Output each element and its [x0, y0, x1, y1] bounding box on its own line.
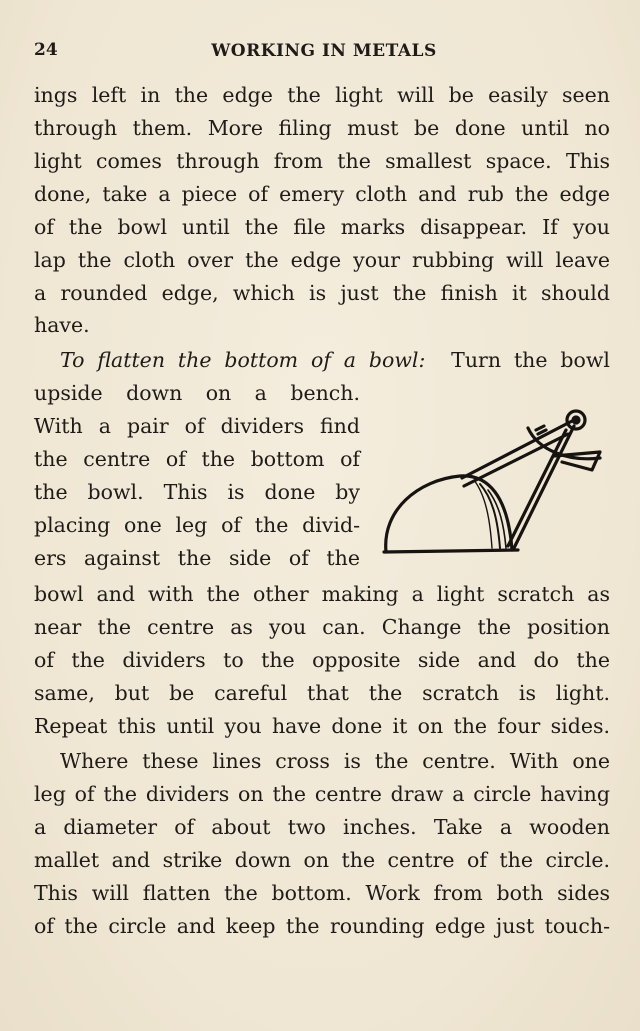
text-line: light comes through from the smallest space. This: [34, 149, 610, 173]
text-line: have.: [34, 313, 90, 337]
text-line: a diameter of about two inches. Take a wooden: [34, 815, 610, 839]
bowl-with-dividers-icon: [378, 400, 604, 564]
text-line: the bowl. This is done by: [34, 480, 360, 504]
text-line: of the circle and keep the rounding edge just touch-: [34, 914, 610, 938]
text-line: upside down on a bench.: [34, 381, 360, 405]
text-line: same, but be careful that the scratch is light.: [34, 681, 610, 705]
text-line: through them. More filing must be done until no: [34, 116, 610, 140]
text-line: Where these lines cross is the centre. With one: [60, 749, 610, 773]
bowl-shape: [386, 476, 512, 552]
text-line: bowl and with the other making a light scratch as: [34, 582, 610, 606]
text-line: This will flatten the bottom. Work from both sides: [34, 881, 610, 905]
page-header: [34, 40, 614, 66]
text-line: a rounded edge, which is just the finish it should: [34, 281, 610, 305]
running-head: WORKING IN METALS: [211, 41, 437, 61]
text-line: the centre of the bottom of: [34, 447, 360, 471]
text-line: of the dividers to the opposite side and do the: [34, 648, 610, 672]
text-line: [60, 344, 610, 377]
text-line: done, take a piece of emery cloth and rub the edge: [34, 182, 610, 206]
text-line: of the bowl until the file marks disappear. If you: [34, 215, 610, 239]
text-line: leg of the dividers on the centre draw a circle having: [34, 782, 610, 806]
text-line: lap the cloth over the edge your rubbing will leave: [34, 248, 610, 272]
text-line: ers against the side of the: [34, 546, 360, 570]
bench-line: [384, 550, 518, 552]
text-line: near the centre as you can. Change the position: [34, 615, 610, 639]
text-line: ings left in the edge the light will be easily seen: [34, 83, 610, 107]
page-number: 24: [34, 40, 58, 60]
text-line: Repeat this until you have done it on the four sides.: [34, 714, 610, 738]
text-line: mallet and strike down on the centre of the circle.: [34, 848, 610, 872]
text-fragment: Turn the bowl: [451, 348, 610, 372]
text-line: With a pair of dividers find: [34, 414, 360, 438]
text-line: placing one leg of the divid-: [34, 513, 360, 537]
section-run-in-heading: To flatten the bottom of a bowl:: [60, 348, 426, 372]
